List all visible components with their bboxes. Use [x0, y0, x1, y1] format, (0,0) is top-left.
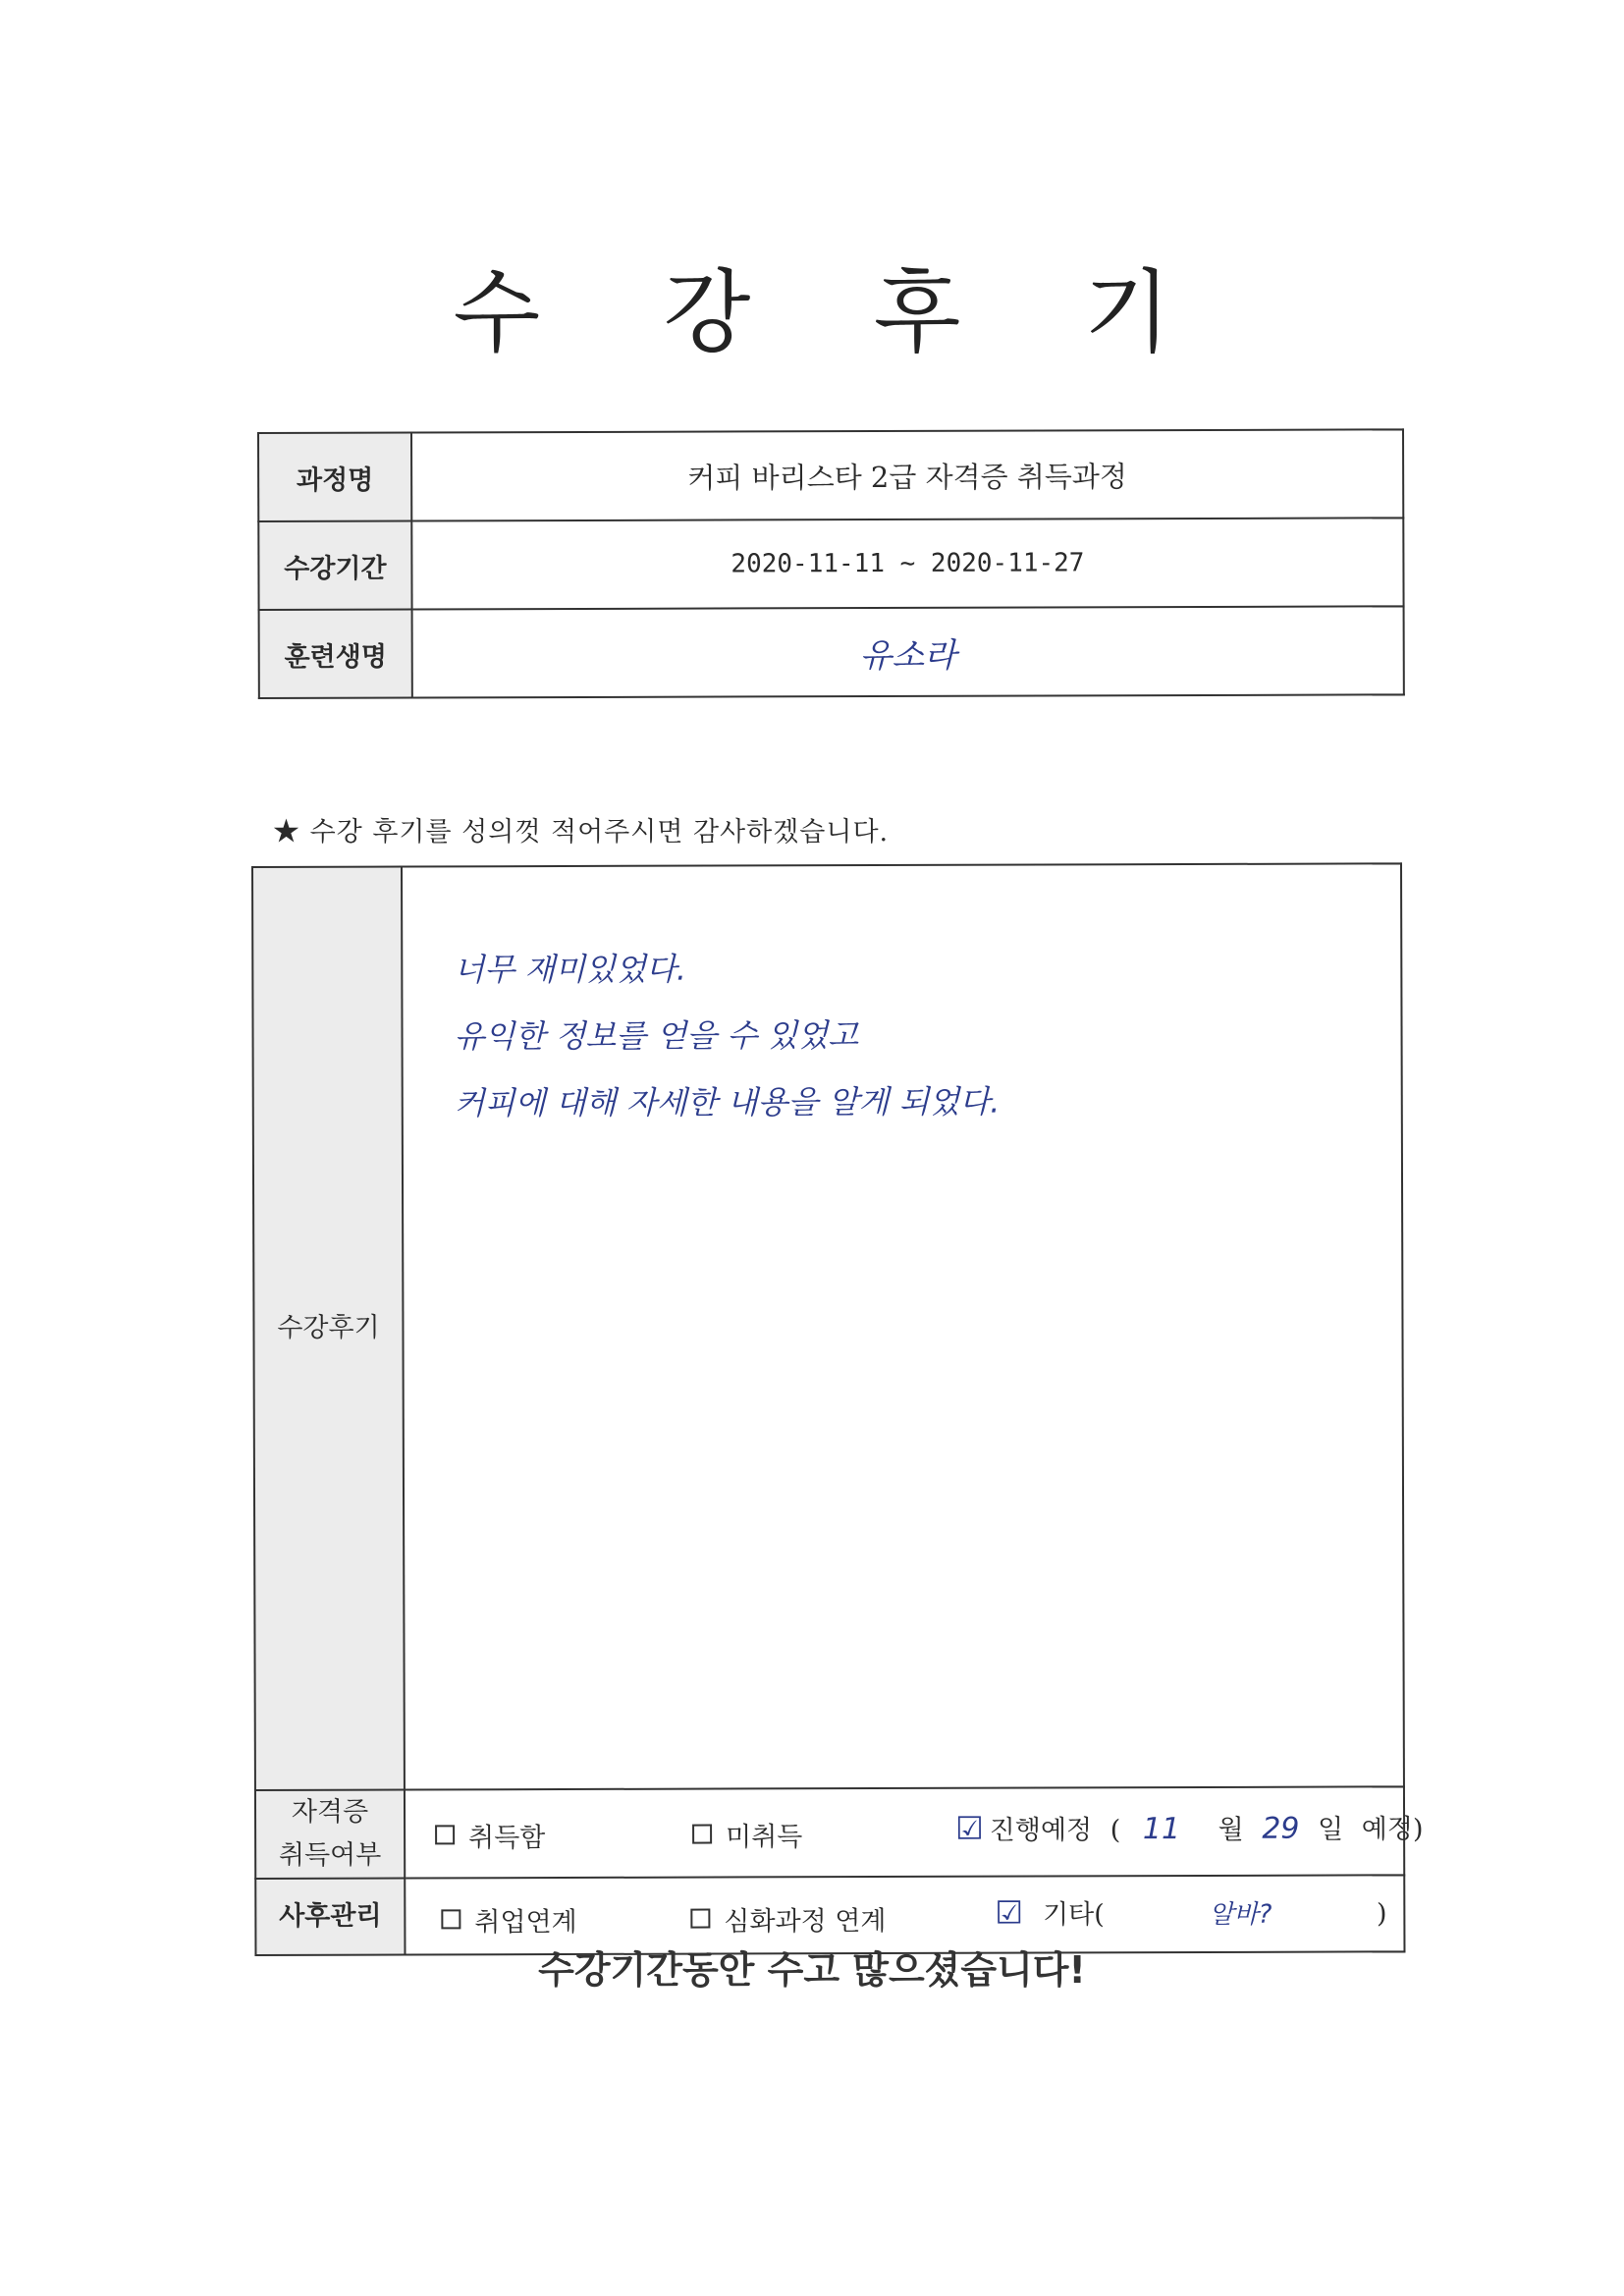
course-period-row: [258, 518, 1403, 610]
option-not-acquired-label: 미취득: [726, 1822, 803, 1853]
course-name-value: 커피 바리스타 2급 자격증 취득과정: [411, 429, 1403, 520]
course-name-row: [258, 429, 1403, 521]
option-acquired-label: 취득함: [468, 1823, 546, 1854]
review-line: 유익한 정보를 얻을 수 있었고: [454, 1016, 859, 1056]
certificate-label: [255, 1790, 405, 1879]
review-row: [252, 863, 1404, 1790]
certificate-label-line1: 자격증: [291, 1796, 369, 1828]
planned-month: 11: [1142, 1812, 1181, 1847]
option-not-acquired[interactable]: [692, 1815, 802, 1853]
option-employment-label: 취업연계: [474, 1906, 577, 1939]
checkbox-icon[interactable]: [441, 1909, 460, 1929]
review-line: 너무 재미있었다.: [454, 950, 687, 989]
page-title: 수 강 후 기: [453, 260, 1218, 365]
option-employment[interactable]: [441, 1900, 576, 1939]
review-table: [251, 862, 1424, 1956]
other-close-paren: ): [1376, 1898, 1387, 1930]
course-period-label: 수강기간: [258, 521, 411, 610]
course-name-label: 과정명: [258, 433, 411, 521]
certificate-options: [405, 1786, 1424, 1878]
notice-text: ★ 수강 후기를 성의껏 적어주시면 감사하겠습니다.: [273, 817, 890, 847]
closing-message: 수강기간동안 수고 많으셨습니다!: [538, 1948, 1086, 1992]
certificate-label-line2: 취득여부: [278, 1839, 382, 1871]
planned-open-paren: (: [1110, 1815, 1121, 1846]
review-body: [402, 863, 1404, 1789]
option-other[interactable]: [995, 1891, 1386, 1931]
checkbox-icon[interactable]: [435, 1825, 455, 1844]
planned-day: 29: [1262, 1811, 1300, 1846]
course-info-table: [257, 428, 1405, 699]
checkmark-icon[interactable]: ☑: [955, 1809, 984, 1847]
trainee-name-label: 훈련생명: [259, 610, 412, 698]
option-other-label: 기타(: [1042, 1899, 1105, 1931]
planned-day-unit: 일: [1318, 1814, 1344, 1845]
certificate-row: [255, 1786, 1404, 1879]
planned-month-unit: 월: [1218, 1814, 1244, 1845]
followup-label: 사후관리: [255, 1879, 405, 1955]
review-line: 커피에 대해 자세한 내용을 알게 되었다.: [454, 1082, 1001, 1122]
trainee-name-row: [259, 606, 1404, 698]
planned-suffix: 예정): [1361, 1814, 1424, 1845]
checkmark-icon[interactable]: ☑: [995, 1893, 1024, 1932]
option-advanced[interactable]: [690, 1899, 886, 1939]
checkbox-icon[interactable]: [692, 1825, 712, 1844]
trainee-name-value: 유소라: [412, 606, 1404, 697]
checkbox-icon[interactable]: [690, 1909, 710, 1929]
other-value: 알바?: [1209, 1899, 1272, 1930]
option-advanced-label: 심화과정 연계: [724, 1905, 887, 1938]
option-planned-label: 진행예정: [989, 1815, 1093, 1846]
course-period-value: 2020-11-11 ~ 2020-11-27: [411, 518, 1403, 609]
review-label: 수강후기: [252, 867, 405, 1790]
option-planned[interactable]: [955, 1807, 1424, 1846]
option-acquired[interactable]: [435, 1816, 545, 1854]
